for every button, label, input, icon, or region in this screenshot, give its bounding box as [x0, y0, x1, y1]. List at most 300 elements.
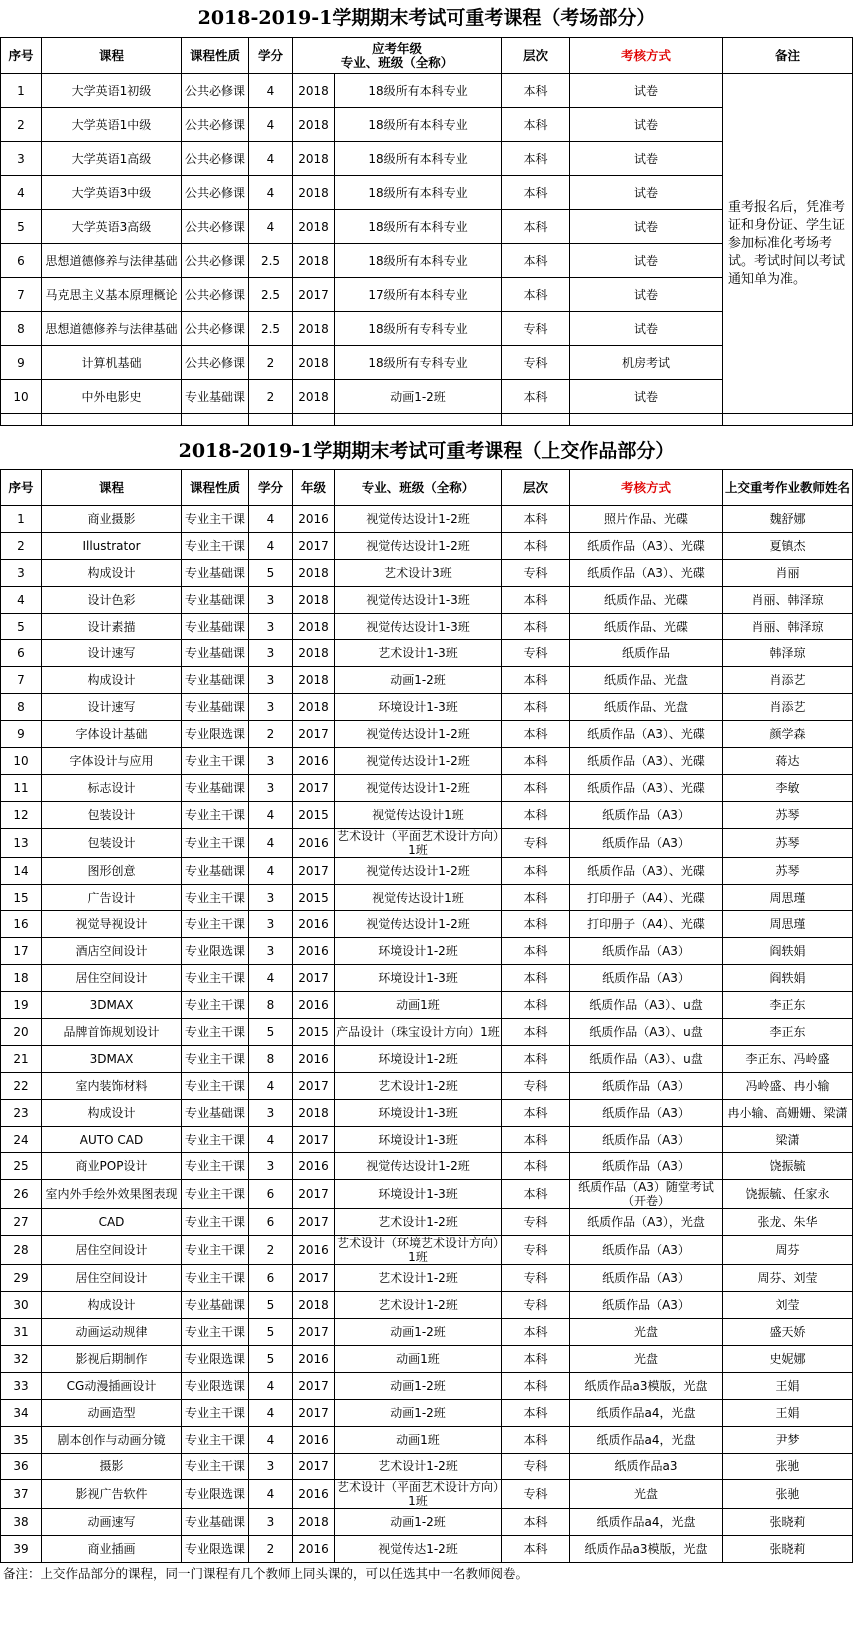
cell-teacher: 梁潇: [723, 1126, 853, 1153]
blank-cell: [570, 414, 723, 426]
cell-teacher: 史妮娜: [723, 1345, 853, 1372]
cell-type: 专业主干课: [182, 506, 249, 533]
table-row: [1, 532, 853, 559]
works-header-row: [1, 470, 853, 506]
cell-type: 专业主干课: [182, 1019, 249, 1046]
cell-major: 环境设计1-3班: [335, 1099, 502, 1126]
cell-no: 19: [1, 992, 42, 1019]
cell-teacher: 王娟: [723, 1399, 853, 1426]
cell-credit: 2: [249, 380, 293, 414]
cell-grade: 2017: [293, 1372, 335, 1399]
cell-method: 试卷: [570, 142, 723, 176]
cell-type: 专业基础课: [182, 586, 249, 613]
cell-grade: 2018: [293, 312, 335, 346]
cell-type: 专业基础课: [182, 694, 249, 721]
cell-method: 纸质作品a4，光盘: [570, 1426, 723, 1453]
cell-no: 21: [1, 1045, 42, 1072]
cell-no: 4: [1, 176, 42, 210]
cell-method: 纸质作品、光盘: [570, 694, 723, 721]
cell-major: 艺术设计1-2班: [335, 1292, 502, 1319]
cell-level: 本科: [502, 210, 570, 244]
cell-course: AUTO CAD: [42, 1126, 182, 1153]
cell-type: 公共必修课: [182, 278, 249, 312]
note-cell: 重考报名后，凭准考证和身份证、学生证参加标准化考场考试。考试时间以考试通知单为准。: [723, 74, 853, 414]
cell-course: 大学英语1高级: [42, 142, 182, 176]
cell-grade: 2017: [293, 1399, 335, 1426]
cell-course: 包装设计: [42, 828, 182, 857]
cell-method: 试卷: [570, 210, 723, 244]
cell-credit: 8: [249, 1045, 293, 1072]
table-row: [1, 1180, 853, 1209]
cell-method: 纸质作品: [570, 640, 723, 667]
works-section-title: 2018-2019-1学期期末考试可重考课程（上交作品部分）: [178, 440, 675, 462]
cell-major: 视觉传达1-2班: [335, 1536, 502, 1563]
cell-level: 本科: [502, 965, 570, 992]
cell-course: 居住空间设计: [42, 965, 182, 992]
cell-credit: 2: [249, 721, 293, 748]
cell-method: 纸质作品（A3）、光碟: [570, 774, 723, 801]
cell-major: 艺术设计1-2班: [335, 1072, 502, 1099]
cell-teacher: 张驰: [723, 1480, 853, 1509]
cell-major: 动画1-2班: [335, 380, 502, 414]
cell-grade: 2015: [293, 1019, 335, 1046]
cell-course: 商业插画: [42, 1536, 182, 1563]
cell-grade: 2016: [293, 1536, 335, 1563]
cell-credit: 8: [249, 992, 293, 1019]
cell-method: 纸质作品、光盘: [570, 667, 723, 694]
cell-method: 纸质作品（A3）: [570, 938, 723, 965]
cell-major: 艺术设计1-2班: [335, 1265, 502, 1292]
table-row: [1, 801, 853, 828]
cell-course: 摄影: [42, 1453, 182, 1480]
header-course: 课程: [42, 470, 182, 506]
cell-method: 光盘: [570, 1345, 723, 1372]
cell-teacher: 蒋达: [723, 748, 853, 775]
cell-method: 纸质作品（A3）: [570, 1126, 723, 1153]
header-method: 考核方式: [570, 470, 723, 506]
cell-type: 专业主干课: [182, 965, 249, 992]
cell-level: 本科: [502, 613, 570, 640]
table-row: [1, 1099, 853, 1126]
cell-level: 本科: [502, 748, 570, 775]
cell-course: 动画运动规律: [42, 1319, 182, 1346]
cell-credit: 3: [249, 884, 293, 911]
cell-grade: 2018: [293, 1509, 335, 1536]
cell-level: 本科: [502, 911, 570, 938]
cell-type: 专业主干课: [182, 828, 249, 857]
cell-method: 纸质作品a4，光盘: [570, 1509, 723, 1536]
table-row: [1, 1372, 853, 1399]
cell-no: 9: [1, 721, 42, 748]
cell-grade: 2017: [293, 857, 335, 884]
cell-grade: 2017: [293, 1265, 335, 1292]
cell-method: 光盘: [570, 1319, 723, 1346]
cell-method: 试卷: [570, 312, 723, 346]
cell-major: 动画1-2班: [335, 667, 502, 694]
cell-grade: 2016: [293, 1480, 335, 1509]
cell-credit: 4: [249, 176, 293, 210]
works-course-table: [0, 469, 853, 1563]
cell-no: 6: [1, 640, 42, 667]
cell-level: 专科: [502, 1453, 570, 1480]
cell-grade: 2018: [293, 667, 335, 694]
cell-no: 1: [1, 506, 42, 533]
cell-major: 17级所有本科专业: [335, 278, 502, 312]
cell-level: 专科: [502, 312, 570, 346]
cell-course: 设计速写: [42, 640, 182, 667]
cell-type: 公共必修课: [182, 108, 249, 142]
exam-section-title: 2018-2019-1学期期末考试可重考课程（考场部分）: [197, 7, 656, 29]
header-credit: 学分: [249, 470, 293, 506]
cell-type: 专业基础课: [182, 1509, 249, 1536]
header-level: 层次: [502, 470, 570, 506]
cell-major: 动画1班: [335, 992, 502, 1019]
cell-course: 图形创意: [42, 857, 182, 884]
cell-credit: 3: [249, 586, 293, 613]
cell-level: 专科: [502, 1209, 570, 1236]
cell-no: 9: [1, 346, 42, 380]
cell-level: 本科: [502, 108, 570, 142]
cell-type: 专业基础课: [182, 667, 249, 694]
cell-grade: 2018: [293, 559, 335, 586]
cell-level: 本科: [502, 1153, 570, 1180]
cell-level: 本科: [502, 694, 570, 721]
header-type: 课程性质: [182, 470, 249, 506]
cell-teacher: 周芬: [723, 1236, 853, 1265]
table-row: [1, 857, 853, 884]
cell-course: 品牌首饰规划设计: [42, 1019, 182, 1046]
header-no: 序号: [1, 470, 42, 506]
cell-credit: 4: [249, 1072, 293, 1099]
cell-course: 设计素描: [42, 613, 182, 640]
cell-major: 视觉传达设计1-3班: [335, 613, 502, 640]
cell-course: 3DMAX: [42, 992, 182, 1019]
cell-method: 试卷: [570, 278, 723, 312]
cell-major: 环境设计1-3班: [335, 965, 502, 992]
cell-credit: 4: [249, 1126, 293, 1153]
cell-no: 35: [1, 1426, 42, 1453]
cell-level: 本科: [502, 1345, 570, 1372]
cell-major: 环境设计1-3班: [335, 1126, 502, 1153]
cell-credit: 4: [249, 857, 293, 884]
cell-grade: 2018: [293, 244, 335, 278]
cell-major: 18级所有本科专业: [335, 142, 502, 176]
cell-credit: 5: [249, 559, 293, 586]
cell-teacher: 苏琴: [723, 801, 853, 828]
cell-credit: 4: [249, 1426, 293, 1453]
cell-type: 专业主干课: [182, 532, 249, 559]
cell-no: 6: [1, 244, 42, 278]
cell-credit: 3: [249, 774, 293, 801]
cell-no: 26: [1, 1180, 42, 1209]
cell-teacher: 周思瑾: [723, 911, 853, 938]
cell-course: 构成设计: [42, 1099, 182, 1126]
cell-grade: 2015: [293, 884, 335, 911]
cell-credit: 5: [249, 1319, 293, 1346]
cell-no: 29: [1, 1265, 42, 1292]
cell-major: 艺术设计1-3班: [335, 640, 502, 667]
footnote: 备注：上交作品部分的课程，同一门课程有几个教师上同头课的，可以任选其中一名教师阅卷。: [3, 1566, 529, 1582]
cell-method: 纸质作品（A3）: [570, 1072, 723, 1099]
cell-grade: 2018: [293, 108, 335, 142]
cell-teacher: 周芬、刘莹: [723, 1265, 853, 1292]
cell-teacher: 肖丽、韩泽琼: [723, 613, 853, 640]
cell-method: 纸质作品（A3）、u盘: [570, 992, 723, 1019]
cell-no: 11: [1, 774, 42, 801]
cell-no: 28: [1, 1236, 42, 1265]
cell-major: 18级所有本科专业: [335, 176, 502, 210]
cell-type: 专业主干课: [182, 1126, 249, 1153]
table-row: [1, 1536, 853, 1563]
header-note: 备注: [723, 38, 853, 74]
cell-credit: 4: [249, 1480, 293, 1509]
cell-no: 7: [1, 278, 42, 312]
cell-method: 纸质作品（A3）、光碟: [570, 748, 723, 775]
cell-no: 10: [1, 380, 42, 414]
cell-type: 专业主干课: [182, 1045, 249, 1072]
cell-teacher: 魏舒娜: [723, 506, 853, 533]
cell-no: 18: [1, 965, 42, 992]
cell-method: 打印册子（A4）、光碟: [570, 884, 723, 911]
cell-no: 4: [1, 586, 42, 613]
table-row: [1, 1292, 853, 1319]
cell-type: 专业限选课: [182, 1345, 249, 1372]
cell-teacher: 李正东、冯岭盛: [723, 1045, 853, 1072]
cell-method: 纸质作品、光碟: [570, 586, 723, 613]
cell-credit: 4: [249, 965, 293, 992]
cell-type: 专业基础课: [182, 1099, 249, 1126]
cell-credit: 4: [249, 142, 293, 176]
blank-cell: [335, 414, 502, 426]
cell-grade: 2017: [293, 721, 335, 748]
cell-level: 本科: [502, 1099, 570, 1126]
cell-major: 18级所有专科专业: [335, 312, 502, 346]
table-row: [1, 694, 853, 721]
cell-credit: 3: [249, 694, 293, 721]
cell-course: 居住空间设计: [42, 1265, 182, 1292]
cell-level: 本科: [502, 506, 570, 533]
cell-teacher: 肖丽: [723, 559, 853, 586]
table-row: [1, 559, 853, 586]
cell-method: 试卷: [570, 244, 723, 278]
cell-major: 动画1-2班: [335, 1372, 502, 1399]
cell-no: 5: [1, 210, 42, 244]
cell-level: 本科: [502, 586, 570, 613]
cell-grade: 2017: [293, 1209, 335, 1236]
cell-credit: 3: [249, 1453, 293, 1480]
cell-level: 专科: [502, 640, 570, 667]
cell-course: 动画速写: [42, 1509, 182, 1536]
cell-grade: 2018: [293, 74, 335, 108]
cell-course: 思想道德修养与法律基础: [42, 312, 182, 346]
cell-level: 本科: [502, 774, 570, 801]
cell-credit: 3: [249, 1099, 293, 1126]
cell-grade: 2016: [293, 1045, 335, 1072]
cell-credit: 3: [249, 1153, 293, 1180]
cell-major: 艺术设计3班: [335, 559, 502, 586]
blank-cell: [182, 414, 249, 426]
cell-teacher: 肖添艺: [723, 667, 853, 694]
section-gap: [0, 426, 853, 434]
cell-type: 专业基础课: [182, 640, 249, 667]
cell-type: 专业限选课: [182, 938, 249, 965]
cell-major: 艺术设计1-2班: [335, 1453, 502, 1480]
cell-method: 纸质作品（A3）、光碟: [570, 721, 723, 748]
cell-course: Illustrator: [42, 532, 182, 559]
cell-credit: 5: [249, 1345, 293, 1372]
cell-credit: 3: [249, 613, 293, 640]
cell-type: 专业基础课: [182, 857, 249, 884]
cell-no: 5: [1, 613, 42, 640]
cell-type: 专业主干课: [182, 911, 249, 938]
cell-no: 17: [1, 938, 42, 965]
cell-grade: 2016: [293, 1426, 335, 1453]
cell-major: 动画1-2班: [335, 1399, 502, 1426]
cell-method: 纸质作品（A3）: [570, 1153, 723, 1180]
cell-course: 设计速写: [42, 694, 182, 721]
cell-grade: 2018: [293, 1292, 335, 1319]
table-row: [1, 640, 853, 667]
cell-teacher: 阎轶娟: [723, 965, 853, 992]
cell-grade: 2018: [293, 640, 335, 667]
cell-no: 23: [1, 1099, 42, 1126]
cell-credit: 4: [249, 801, 293, 828]
cell-course: 中外电影史: [42, 380, 182, 414]
cell-method: 纸质作品（A3）、u盘: [570, 1045, 723, 1072]
cell-no: 8: [1, 312, 42, 346]
cell-credit: 3: [249, 667, 293, 694]
cell-no: 33: [1, 1372, 42, 1399]
cell-method: 纸质作品（A3）: [570, 801, 723, 828]
table-row: [1, 1209, 853, 1236]
cell-credit: 4: [249, 828, 293, 857]
cell-level: 专科: [502, 1265, 570, 1292]
cell-type: 专业主干课: [182, 1319, 249, 1346]
cell-credit: 4: [249, 506, 293, 533]
cell-credit: 5: [249, 1019, 293, 1046]
table-row: [1, 667, 853, 694]
cell-no: 39: [1, 1536, 42, 1563]
cell-credit: 3: [249, 1509, 293, 1536]
cell-level: 本科: [502, 1126, 570, 1153]
header-major-label: 专业、班级（全称）: [340, 54, 454, 70]
cell-no: 7: [1, 667, 42, 694]
cell-method: 纸质作品（A3）: [570, 965, 723, 992]
cell-credit: 3: [249, 748, 293, 775]
header-teacher: 上交重考作业教师姓名: [723, 470, 853, 506]
cell-type: 专业限选课: [182, 1372, 249, 1399]
cell-grade: 2017: [293, 965, 335, 992]
blank-cell: [249, 414, 293, 426]
cell-method: 纸质作品a3: [570, 1453, 723, 1480]
cell-major: 18级所有专科专业: [335, 346, 502, 380]
cell-major: 18级所有本科专业: [335, 108, 502, 142]
cell-course: 字体设计与应用: [42, 748, 182, 775]
blank-cell: [723, 414, 853, 426]
cell-no: 15: [1, 884, 42, 911]
cell-grade: 2016: [293, 992, 335, 1019]
cell-level: 本科: [502, 884, 570, 911]
cell-type: 公共必修课: [182, 210, 249, 244]
cell-course: 动画造型: [42, 1399, 182, 1426]
cell-level: 本科: [502, 1536, 570, 1563]
cell-type: 专业主干课: [182, 992, 249, 1019]
cell-major: 动画1班: [335, 1345, 502, 1372]
cell-type: 专业主干课: [182, 801, 249, 828]
cell-method: 纸质作品a3模版，光盘: [570, 1372, 723, 1399]
table-row: [1, 1153, 853, 1180]
cell-level: 本科: [502, 667, 570, 694]
cell-teacher: 肖添艺: [723, 694, 853, 721]
cell-teacher: 张晓莉: [723, 1509, 853, 1536]
cell-major: 视觉传达设计1班: [335, 884, 502, 911]
cell-method: 试卷: [570, 176, 723, 210]
blank-cell: [502, 414, 570, 426]
cell-course: 大学英语3中级: [42, 176, 182, 210]
cell-teacher: 肖丽、韩泽琼: [723, 586, 853, 613]
cell-credit: 2: [249, 1236, 293, 1265]
header-grade: 年级: [293, 470, 335, 506]
cell-level: 本科: [502, 278, 570, 312]
cell-grade: 2015: [293, 801, 335, 828]
cell-credit: 4: [249, 532, 293, 559]
header-method: 考核方式: [570, 38, 723, 74]
table-row: [1, 828, 853, 857]
cell-level: 本科: [502, 938, 570, 965]
cell-level: 本科: [502, 1045, 570, 1072]
cell-major: 动画1班: [335, 1426, 502, 1453]
cell-major: 18级所有本科专业: [335, 244, 502, 278]
cell-teacher: 阎轶娟: [723, 938, 853, 965]
cell-major: 艺术设计（平面艺术设计方向）1班: [335, 1480, 502, 1509]
cell-level: 本科: [502, 801, 570, 828]
cell-course: 大学英语1中级: [42, 108, 182, 142]
cell-no: 38: [1, 1509, 42, 1536]
cell-grade: 2018: [293, 586, 335, 613]
cell-level: 本科: [502, 74, 570, 108]
cell-grade: 2016: [293, 1345, 335, 1372]
cell-course: 酒店空间设计: [42, 938, 182, 965]
cell-major: 环境设计1-2班: [335, 1045, 502, 1072]
cell-method: 纸质作品a4，光盘: [570, 1399, 723, 1426]
cell-course: 设计色彩: [42, 586, 182, 613]
table-row: [1, 1480, 853, 1509]
cell-level: 本科: [502, 1509, 570, 1536]
cell-course: 包装设计: [42, 801, 182, 828]
cell-no: 1: [1, 74, 42, 108]
header-grade-label: 应考年级: [372, 40, 423, 56]
cell-type: 专业主干课: [182, 1180, 249, 1209]
cell-credit: 6: [249, 1265, 293, 1292]
cell-grade: 2017: [293, 1126, 335, 1153]
table-row: [1, 748, 853, 775]
table-row: [1, 774, 853, 801]
cell-course: 居住空间设计: [42, 1236, 182, 1265]
cell-course: 室内装饰材料: [42, 1072, 182, 1099]
cell-course: 商业摄影: [42, 506, 182, 533]
cell-method: 纸质作品（A3）: [570, 828, 723, 857]
cell-grade: 2018: [293, 346, 335, 380]
cell-method: 纸质作品（A3）、光碟: [570, 857, 723, 884]
cell-grade: 2017: [293, 1072, 335, 1099]
table-row: [1, 1345, 853, 1372]
cell-course: 大学英语1初级: [42, 74, 182, 108]
cell-type: 公共必修课: [182, 312, 249, 346]
cell-major: 视觉传达设计1-2班: [335, 774, 502, 801]
cell-type: 专业主干课: [182, 1399, 249, 1426]
cell-grade: 2016: [293, 1236, 335, 1265]
cell-credit: 4: [249, 210, 293, 244]
